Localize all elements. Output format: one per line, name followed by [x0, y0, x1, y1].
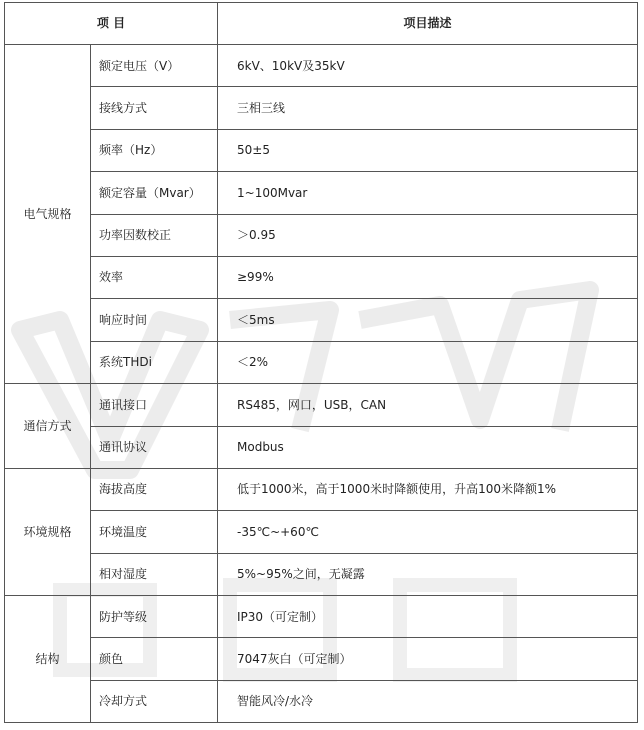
table-row — [5, 596, 638, 638]
description-cell: Modbus — [218, 426, 638, 468]
item-cell: 额定容量（Mvar） — [91, 172, 218, 214]
description-cell: ≥99% — [218, 256, 638, 298]
header-item: 项 目 — [5, 3, 218, 45]
table-row — [5, 680, 638, 722]
table-row — [5, 172, 638, 214]
item-cell: 冷却方式 — [91, 680, 218, 722]
table-row — [5, 553, 638, 595]
description-cell: 50±5 — [218, 129, 638, 171]
table-row — [5, 129, 638, 171]
table-row — [5, 214, 638, 256]
description-cell: 三相三线 — [218, 87, 638, 129]
item-cell: 频率（Hz） — [91, 129, 218, 171]
item-cell: 颜色 — [91, 638, 218, 680]
item-cell: 响应时间 — [91, 299, 218, 341]
description-cell: 1~100Mvar — [218, 172, 638, 214]
table-row — [5, 426, 638, 468]
item-cell: 海拔高度 — [91, 468, 218, 510]
item-cell: 通讯协议 — [91, 426, 218, 468]
description-cell: ＜5ms — [218, 299, 638, 341]
table-row — [5, 87, 638, 129]
header-description: 项目描述 — [218, 3, 638, 45]
item-cell: 系统THDi — [91, 341, 218, 383]
description-cell: RS485，网口，USB，CAN — [218, 384, 638, 426]
item-cell: 功率因数校正 — [91, 214, 218, 256]
description-cell: -35℃~+60℃ — [218, 511, 638, 553]
description-cell: 7047灰白（可定制） — [218, 638, 638, 680]
item-cell: 额定电压（V） — [91, 45, 218, 87]
description-cell: 低于1000米，高于1000米时降额使用，升高100米降额1% — [218, 468, 638, 510]
header-row — [5, 3, 638, 45]
item-cell: 环境温度 — [91, 511, 218, 553]
table-row — [5, 299, 638, 341]
table-row — [5, 256, 638, 298]
item-cell: 效率 — [91, 256, 218, 298]
description-cell: IP30（可定制） — [218, 596, 638, 638]
description-cell: 6kV、10kV及35kV — [218, 45, 638, 87]
category-cell: 电气规格 — [5, 45, 91, 384]
item-cell: 防护等级 — [91, 596, 218, 638]
category-cell: 环境规格 — [5, 468, 91, 595]
item-cell: 接线方式 — [91, 87, 218, 129]
table-row — [5, 468, 638, 510]
description-cell: 智能风冷/水冷 — [218, 680, 638, 722]
description-cell: 5%~95%之间，无凝露 — [218, 553, 638, 595]
description-cell: ＜2% — [218, 341, 638, 383]
item-cell: 相对湿度 — [91, 553, 218, 595]
table-row — [5, 341, 638, 383]
table-row — [5, 45, 638, 87]
category-cell: 通信方式 — [5, 384, 91, 469]
item-cell: 通讯接口 — [91, 384, 218, 426]
table-row — [5, 384, 638, 426]
spec-table — [4, 2, 638, 723]
category-cell: 结构 — [5, 596, 91, 723]
table-row — [5, 511, 638, 553]
description-cell: ＞0.95 — [218, 214, 638, 256]
table-row — [5, 638, 638, 680]
